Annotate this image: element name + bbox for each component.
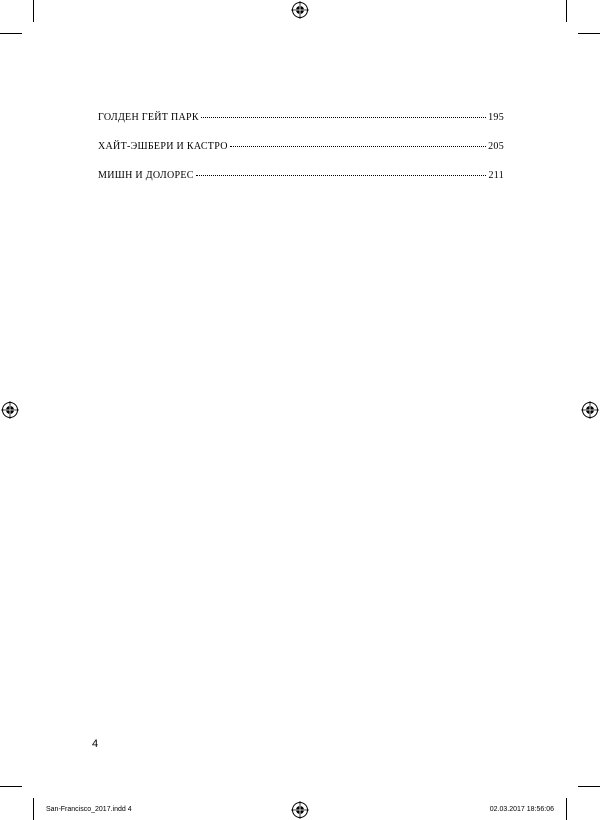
print-slug-timestamp: 02.03.2017 18:56:06 [489,806,554,813]
toc-entry-page: 195 [488,112,504,123]
registration-mark-icon [581,401,599,419]
toc-entry-title: ХАЙТ-ЭШБЕРИ И КАСТРО [98,141,228,152]
registration-mark-icon [291,801,309,819]
toc-entry-page: 211 [488,170,504,181]
toc-entry[interactable] [98,112,504,141]
toc-dot-leader [230,146,486,147]
registration-mark-icon [291,1,309,19]
toc-entry[interactable] [98,170,504,199]
toc-entry-title: МИШН И ДОЛОРЕС [98,170,194,181]
crop-mark [0,786,22,787]
crop-mark [0,33,22,34]
crop-mark [33,798,34,820]
crop-mark [33,0,34,22]
toc-entry-title: ГОЛДЕН ГЕЙТ ПАРК [98,112,199,123]
crop-mark [578,33,600,34]
crop-mark [578,786,600,787]
page-number: 4 [92,738,99,750]
crop-mark [566,798,567,820]
table-of-contents [98,112,504,199]
print-slug-filename: San-Francisco_2017.indd 4 [46,806,132,813]
toc-entry[interactable] [98,141,504,170]
toc-entry-page: 205 [488,141,504,152]
registration-mark-icon [1,401,19,419]
toc-dot-leader [201,117,486,118]
crop-mark [566,0,567,22]
toc-dot-leader [196,175,487,176]
